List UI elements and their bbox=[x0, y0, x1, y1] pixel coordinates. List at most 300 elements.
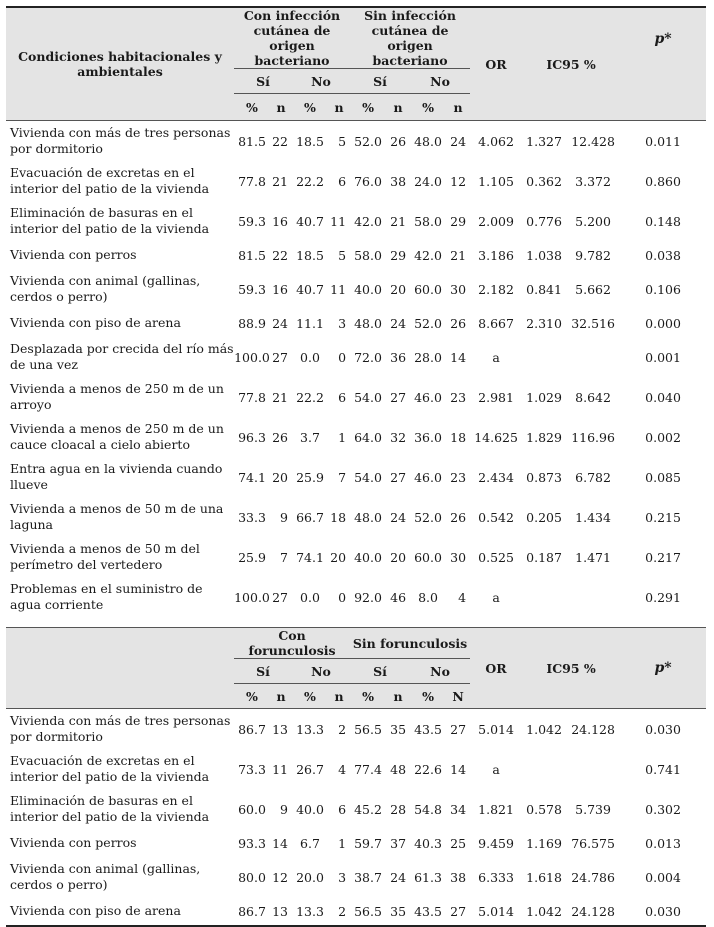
table-cell: 0.217 bbox=[645, 549, 681, 565]
table-cell: 27 bbox=[390, 469, 407, 485]
table-cell: 26 bbox=[450, 315, 467, 331]
condition-label: Vivienda a menos de 250 m de un arroyo bbox=[10, 381, 224, 412]
table-cell: 16 bbox=[272, 281, 288, 297]
table-row bbox=[6, 161, 706, 201]
table-row bbox=[6, 577, 706, 617]
table-cell: 27 bbox=[450, 721, 467, 737]
no-label: No bbox=[410, 69, 470, 94]
table-cell: 1.618 bbox=[526, 869, 562, 885]
table-cell: 54.0 bbox=[354, 389, 382, 405]
table-cell: 43.5 bbox=[414, 721, 442, 737]
table-cell: 1.821 bbox=[478, 801, 514, 817]
table-cell: 0.004 bbox=[645, 869, 681, 885]
condition-label: Entra agua en la vivienda cuando llueve bbox=[10, 461, 223, 492]
condition-label: Vivienda a menos de 50 m de una laguna bbox=[10, 501, 224, 532]
table-cell: 92.0 bbox=[354, 589, 382, 605]
table-cell: 0.215 bbox=[645, 509, 681, 525]
table-cell: 26.7 bbox=[296, 761, 324, 777]
condition-label: Problemas en el suministro de agua corriente bbox=[10, 581, 203, 612]
table-cell: 76.0 bbox=[354, 173, 382, 189]
no-label: No bbox=[292, 69, 350, 94]
table-cell: 11 bbox=[330, 281, 347, 297]
table-cell: 1.434 bbox=[575, 509, 611, 525]
ci-header: IC95 % bbox=[546, 660, 596, 676]
table-cell: 12 bbox=[272, 869, 288, 885]
table-cell: 0 bbox=[338, 349, 347, 365]
table-cell: 25.9 bbox=[238, 549, 266, 565]
table-cell: 11 bbox=[330, 213, 347, 229]
table-cell: 0.085 bbox=[645, 469, 681, 485]
table-cell: 22.2 bbox=[296, 389, 324, 405]
table-cell: 0.205 bbox=[526, 509, 562, 525]
table-cell: 38.7 bbox=[354, 869, 382, 885]
n-label: n bbox=[393, 99, 403, 115]
table-row bbox=[6, 789, 706, 829]
table-cell: 0.841 bbox=[526, 281, 562, 297]
table-cell: 35 bbox=[390, 903, 407, 919]
table-cell: 22 bbox=[272, 133, 288, 149]
table-cell: 1.829 bbox=[526, 429, 562, 445]
pct-label: % bbox=[304, 99, 316, 115]
table-cell: 22.6 bbox=[414, 761, 442, 777]
table-cell: 40.3 bbox=[414, 835, 442, 851]
table-cell: 52.0 bbox=[354, 133, 382, 149]
table-cell: 30 bbox=[450, 281, 467, 297]
table-cell: 58.0 bbox=[354, 247, 382, 263]
table-cell: 58.0 bbox=[414, 213, 442, 229]
section1-body bbox=[6, 121, 706, 618]
table-cell: 6.333 bbox=[478, 869, 514, 885]
table-cell: 0.291 bbox=[645, 589, 681, 605]
condition-label: Vivienda con piso de arena bbox=[10, 903, 181, 918]
table-cell: 0.187 bbox=[526, 549, 562, 565]
table-cell: 3.372 bbox=[575, 173, 611, 189]
table-cell: 52.0 bbox=[414, 315, 442, 331]
table-cell: 48 bbox=[390, 761, 407, 777]
table-cell: 13 bbox=[272, 721, 288, 737]
yes-label: Sí bbox=[350, 659, 410, 684]
table-cell: 3 bbox=[338, 315, 347, 331]
table-cell: 3 bbox=[338, 869, 347, 885]
table-cell: 8.0 bbox=[418, 589, 438, 605]
table-row bbox=[6, 337, 706, 377]
table-cell: 20 bbox=[272, 469, 288, 485]
table-cell: 23 bbox=[450, 469, 467, 485]
table-cell: 0.860 bbox=[645, 173, 681, 189]
table-cell: 32 bbox=[390, 429, 407, 445]
table-cell: 60.0 bbox=[414, 549, 442, 565]
table-cell: 0.000 bbox=[645, 315, 681, 331]
table-cell: 0.525 bbox=[478, 549, 514, 565]
table-cell: 93.3 bbox=[238, 835, 266, 851]
table-cell: 28 bbox=[390, 801, 407, 817]
table-cell: 13 bbox=[272, 903, 288, 919]
table-cell: 0.038 bbox=[645, 247, 681, 263]
table-cell: 1.042 bbox=[526, 903, 562, 919]
condition-label: Vivienda con más de tres personas por dormitorio bbox=[10, 125, 231, 156]
table-cell: 0 bbox=[338, 589, 347, 605]
table-cell: 1.169 bbox=[526, 835, 562, 851]
data-table-page bbox=[6, 6, 706, 927]
table-cell: 59.3 bbox=[238, 213, 266, 229]
table-cell: 1 bbox=[338, 835, 347, 851]
condition-label: Eliminación de basuras en el interior del patio de la vivienda bbox=[10, 205, 210, 236]
table-cell: 22.2 bbox=[296, 173, 324, 189]
yes-label: Sí bbox=[350, 69, 410, 94]
table-cell: 1.029 bbox=[526, 389, 562, 405]
table-row bbox=[6, 377, 706, 417]
table-cell: 0.040 bbox=[645, 389, 681, 405]
table-cell: 48.0 bbox=[354, 509, 382, 525]
table-cell: 74.1 bbox=[296, 549, 324, 565]
table-cell: 24 bbox=[390, 315, 407, 331]
table-cell: 33.3 bbox=[238, 509, 266, 525]
pct-label: % bbox=[362, 688, 374, 704]
table-cell: 14 bbox=[450, 761, 467, 777]
table-cell: 4 bbox=[458, 589, 467, 605]
condition-label: Evacuación de excretas en el interior del patio de la vivienda bbox=[10, 753, 210, 784]
table-cell: 0.542 bbox=[478, 509, 514, 525]
table-cell: 40.7 bbox=[296, 213, 324, 229]
table-cell: 1.471 bbox=[575, 549, 611, 565]
table-row bbox=[6, 309, 706, 337]
table-cell: a bbox=[492, 589, 500, 605]
table-cell: 9.782 bbox=[575, 247, 611, 263]
table-cell: 27 bbox=[272, 589, 288, 605]
table-cell: 60.0 bbox=[238, 801, 266, 817]
table-cell: 14 bbox=[272, 835, 288, 851]
pct-label: % bbox=[246, 688, 258, 704]
table-cell: 21 bbox=[272, 173, 288, 189]
table-cell: 3.186 bbox=[478, 247, 514, 263]
table-cell: 40.0 bbox=[354, 281, 382, 297]
table-cell: 12.428 bbox=[571, 133, 615, 149]
pct-label: % bbox=[422, 688, 434, 704]
table-cell: 9 bbox=[280, 509, 288, 525]
table-cell: 7 bbox=[338, 469, 347, 485]
table-cell: 0.873 bbox=[526, 469, 562, 485]
table-cell: 0.302 bbox=[645, 801, 681, 817]
table-cell: 5.200 bbox=[575, 213, 611, 229]
table-cell: 56.5 bbox=[354, 721, 382, 737]
table-cell: 1 bbox=[338, 429, 347, 445]
table-cell: 24 bbox=[390, 509, 407, 525]
table-cell: 46.0 bbox=[414, 389, 442, 405]
table-cell: 59.3 bbox=[238, 281, 266, 297]
table-cell: 0.030 bbox=[645, 903, 681, 919]
n-label: n bbox=[334, 688, 344, 704]
table-cell: 20 bbox=[330, 549, 347, 565]
table-cell: 6.782 bbox=[575, 469, 611, 485]
table-cell: 18 bbox=[330, 509, 347, 525]
table-cell: 52.0 bbox=[414, 509, 442, 525]
condition-label: Vivienda con animal (gallinas, cerdos o perro) bbox=[10, 861, 201, 892]
table-row bbox=[6, 857, 706, 897]
table-cell: 100.0 bbox=[234, 589, 270, 605]
table-cell: 60.0 bbox=[414, 281, 442, 297]
table-cell: 13.3 bbox=[296, 721, 324, 737]
table-row bbox=[6, 269, 706, 309]
table-row bbox=[6, 497, 706, 537]
table-cell bbox=[566, 749, 620, 789]
table-cell: 88.9 bbox=[238, 315, 266, 331]
table-cell: 25.9 bbox=[296, 469, 324, 485]
condition-label: Desplazada por crecida del río más de una vez bbox=[10, 341, 234, 372]
table-cell: 9 bbox=[280, 801, 288, 817]
table-cell: 36 bbox=[390, 349, 407, 365]
condition-label: Vivienda con animal (gallinas, cerdos o perro) bbox=[10, 273, 201, 304]
without-furunculosis-header: Sin forunculosis bbox=[350, 628, 470, 659]
with-infection-header: Con infección cutánea de origen bacteriano bbox=[234, 7, 350, 69]
table-cell: 5.739 bbox=[575, 801, 611, 817]
table-cell: 80.0 bbox=[238, 869, 266, 885]
table-cell: 18.5 bbox=[296, 133, 324, 149]
table-cell: 40.7 bbox=[296, 281, 324, 297]
table-cell: 23 bbox=[450, 389, 467, 405]
table-cell: 24 bbox=[272, 315, 288, 331]
table-cell: a bbox=[492, 761, 500, 777]
table-cell: 116.96 bbox=[571, 429, 615, 445]
table-cell: 35 bbox=[390, 721, 407, 737]
condition-label: Vivienda con perros bbox=[10, 247, 137, 262]
condition-label: Evacuación de excretas en el interior del patio de la vivienda bbox=[10, 165, 210, 196]
table-cell: 2.009 bbox=[478, 213, 514, 229]
table-row bbox=[6, 897, 706, 926]
table-cell: 0.578 bbox=[526, 801, 562, 817]
table-row bbox=[6, 749, 706, 789]
n-label: n bbox=[276, 688, 286, 704]
table-cell: 2.182 bbox=[478, 281, 514, 297]
table-cell: 27 bbox=[450, 903, 467, 919]
table-cell: 5 bbox=[338, 133, 347, 149]
table-cell: 42.0 bbox=[354, 213, 382, 229]
n-label: N bbox=[452, 688, 464, 704]
table-cell: 26 bbox=[390, 133, 407, 149]
table-cell: 3.7 bbox=[300, 429, 320, 445]
table-cell: 2.434 bbox=[478, 469, 514, 485]
table-row bbox=[6, 537, 706, 577]
table-cell: 96.3 bbox=[238, 429, 266, 445]
table-cell: 18 bbox=[450, 429, 467, 445]
pct-label: % bbox=[304, 688, 316, 704]
ci-header: IC95 % bbox=[546, 56, 596, 72]
n-label: n bbox=[276, 99, 286, 115]
table-cell: 4 bbox=[338, 761, 347, 777]
table-cell: 1.042 bbox=[526, 721, 562, 737]
table-row bbox=[6, 201, 706, 241]
table-cell: 73.3 bbox=[238, 761, 266, 777]
table-cell: 21 bbox=[390, 213, 407, 229]
n-label: n bbox=[393, 688, 403, 704]
table-cell: 59.7 bbox=[354, 835, 382, 851]
table-cell: 6 bbox=[338, 389, 347, 405]
table-cell: 30 bbox=[450, 549, 467, 565]
table-cell: 1.105 bbox=[478, 173, 514, 189]
table-cell: 64.0 bbox=[354, 429, 382, 445]
table-cell: 2 bbox=[338, 721, 347, 737]
no-label: No bbox=[410, 659, 470, 684]
table-cell: 86.7 bbox=[238, 721, 266, 737]
table-cell: 81.5 bbox=[238, 247, 266, 263]
table-cell: 72.0 bbox=[354, 349, 382, 365]
table-cell: 24.128 bbox=[571, 903, 615, 919]
table-cell: 0.001 bbox=[645, 349, 681, 365]
table-cell: 24.0 bbox=[414, 173, 442, 189]
table-cell: 14.625 bbox=[474, 429, 518, 445]
table-row bbox=[6, 829, 706, 857]
condition-label: Vivienda a menos de 50 m del perímetro del vertedero bbox=[10, 541, 200, 572]
table-cell: 100.0 bbox=[234, 349, 270, 365]
table-cell: 29 bbox=[450, 213, 467, 229]
table-cell: 21 bbox=[450, 247, 467, 263]
table-cell: 24.128 bbox=[571, 721, 615, 737]
table-cell: 12 bbox=[450, 173, 467, 189]
table-cell: 0.362 bbox=[526, 173, 562, 189]
table-cell: 24.786 bbox=[571, 869, 615, 885]
table-cell: 8.642 bbox=[575, 389, 611, 405]
table-cell: 4.062 bbox=[478, 133, 514, 149]
condition-label: Vivienda con piso de arena bbox=[10, 315, 181, 330]
table-cell: 32.516 bbox=[571, 315, 615, 331]
table-cell: 26 bbox=[272, 429, 288, 445]
table-cell: 24 bbox=[450, 133, 467, 149]
table-cell: 6.7 bbox=[300, 835, 320, 851]
table-row bbox=[6, 417, 706, 457]
with-furunculosis-header: Con forunculosis bbox=[234, 628, 350, 659]
table-cell: 21 bbox=[272, 389, 288, 405]
or-header: OR bbox=[485, 56, 507, 72]
yes-label: Sí bbox=[234, 69, 292, 94]
table-cell: 5 bbox=[338, 247, 347, 263]
table-cell: 86.7 bbox=[238, 903, 266, 919]
table-cell: 20 bbox=[390, 281, 407, 297]
condition-label: Vivienda con perros bbox=[10, 835, 137, 850]
table-cell: 6 bbox=[338, 173, 347, 189]
table-cell: 18.5 bbox=[296, 247, 324, 263]
table-cell: 2 bbox=[338, 903, 347, 919]
yes-label: Sí bbox=[234, 659, 292, 684]
table-cell: 48.0 bbox=[354, 315, 382, 331]
table-cell: 29 bbox=[390, 247, 407, 263]
table-cell: 40.0 bbox=[296, 801, 324, 817]
table-cell: 43.5 bbox=[414, 903, 442, 919]
table-cell: 77.4 bbox=[354, 761, 382, 777]
table-cell: 9.459 bbox=[478, 835, 514, 851]
table-cell: 0.013 bbox=[645, 835, 681, 851]
table-cell: 22 bbox=[272, 247, 288, 263]
table-cell: 0.0 bbox=[300, 589, 320, 605]
table-cell: 0.776 bbox=[526, 213, 562, 229]
table-cell: 74.1 bbox=[238, 469, 266, 485]
condition-label: Vivienda a menos de 250 m de un cauce cloacal a cielo abierto bbox=[10, 421, 224, 452]
pct-label: % bbox=[422, 99, 434, 115]
pct-label: % bbox=[246, 99, 258, 115]
table-cell: 45.2 bbox=[354, 801, 382, 817]
table-cell: 24 bbox=[390, 869, 407, 885]
table-cell: 27 bbox=[390, 389, 407, 405]
table-cell: 81.5 bbox=[238, 133, 266, 149]
table-cell: 2.310 bbox=[526, 315, 562, 331]
table-cell: 0.030 bbox=[645, 721, 681, 737]
table-cell: 2.981 bbox=[478, 389, 514, 405]
table-cell: 8.667 bbox=[478, 315, 514, 331]
table-cell: 38 bbox=[390, 173, 407, 189]
table-cell: 11.1 bbox=[296, 315, 324, 331]
table-row bbox=[6, 709, 706, 750]
condition-label: Vivienda con más de tres personas por dormitorio bbox=[10, 713, 231, 744]
table-cell: 38 bbox=[450, 869, 467, 885]
table-cell: 46.0 bbox=[414, 469, 442, 485]
table-cell: 5.014 bbox=[478, 721, 514, 737]
table-row bbox=[6, 121, 706, 162]
table-row bbox=[6, 457, 706, 497]
table-cell: 27 bbox=[272, 349, 288, 365]
n-label: n bbox=[453, 99, 463, 115]
table-cell: 14 bbox=[450, 349, 467, 365]
table-cell: a bbox=[492, 349, 500, 365]
table-cell: 76.575 bbox=[571, 835, 615, 851]
table-cell: 0.148 bbox=[645, 213, 681, 229]
n-label: n bbox=[334, 99, 344, 115]
without-infection-header: Sin infección cutánea de origen bacteriano bbox=[350, 7, 470, 69]
table-cell: 77.8 bbox=[238, 389, 266, 405]
table-cell bbox=[522, 337, 566, 377]
conditions-table bbox=[6, 6, 706, 927]
table-cell: 0.106 bbox=[645, 281, 681, 297]
table-cell: 0.0 bbox=[300, 349, 320, 365]
table-cell: 61.3 bbox=[414, 869, 442, 885]
table-cell: 20 bbox=[390, 549, 407, 565]
table-cell: 48.0 bbox=[414, 133, 442, 149]
table-cell: 25 bbox=[450, 835, 467, 851]
conditions-header: Condiciones habitacionales y ambientales bbox=[18, 49, 222, 79]
table-cell: 6 bbox=[338, 801, 347, 817]
table-cell: 46 bbox=[390, 589, 407, 605]
table-cell: 5.662 bbox=[575, 281, 611, 297]
table-cell: 37 bbox=[390, 835, 407, 851]
table-cell: 40.0 bbox=[354, 549, 382, 565]
table-cell: 16 bbox=[272, 213, 288, 229]
table-cell: 34 bbox=[450, 801, 467, 817]
table-cell: 11 bbox=[272, 761, 288, 777]
table-cell bbox=[522, 577, 566, 617]
p-header: p* bbox=[654, 659, 672, 676]
table-cell: 56.5 bbox=[354, 903, 382, 919]
table-cell: 13.3 bbox=[296, 903, 324, 919]
p-header: p* bbox=[654, 31, 672, 47]
table-cell: 5.014 bbox=[478, 903, 514, 919]
table-cell: 28.0 bbox=[414, 349, 442, 365]
table-cell: 1.038 bbox=[526, 247, 562, 263]
table-cell: 7 bbox=[280, 549, 288, 565]
or-header: OR bbox=[485, 660, 507, 676]
table-cell: 54.8 bbox=[414, 801, 442, 817]
table-cell bbox=[566, 577, 620, 617]
table-cell bbox=[566, 337, 620, 377]
pct-label: % bbox=[362, 99, 374, 115]
table-row bbox=[6, 241, 706, 269]
no-label: No bbox=[292, 659, 350, 684]
table-cell: 42.0 bbox=[414, 247, 442, 263]
section2-body bbox=[6, 709, 706, 927]
table-cell: 54.0 bbox=[354, 469, 382, 485]
table-cell: 26 bbox=[450, 509, 467, 525]
table-cell: 36.0 bbox=[414, 429, 442, 445]
table-cell: 0.002 bbox=[645, 429, 681, 445]
table-cell: 20.0 bbox=[296, 869, 324, 885]
table-cell: 0.741 bbox=[645, 761, 681, 777]
table-cell: 1.327 bbox=[526, 133, 562, 149]
